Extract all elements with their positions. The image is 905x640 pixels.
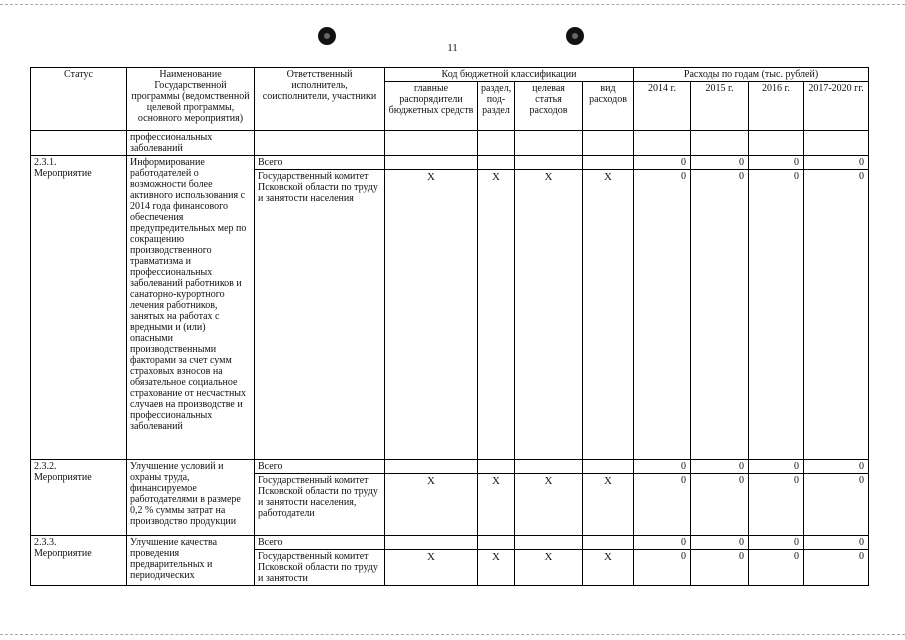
header-responsible: Ответственный исполнитель, соисполнители, участники	[255, 68, 385, 131]
cell-value: 0	[691, 474, 749, 536]
cell-value: 0	[749, 550, 804, 586]
cell-x: X	[478, 474, 515, 536]
cell-value: 0	[804, 170, 869, 460]
cell-value: 0	[804, 550, 869, 586]
cell-value: 0	[804, 460, 869, 474]
cell-value: 0	[691, 156, 749, 170]
header-status: Статус	[31, 68, 127, 131]
row-total-label: Всего	[255, 536, 385, 550]
row-executor: Государственный комитет Псковской области по труду и занятости	[255, 550, 385, 586]
cell-x: X	[515, 550, 583, 586]
cell-x: X	[478, 550, 515, 586]
row-status: 2.3.1. Мероприятие	[31, 156, 127, 460]
cell-value: 0	[749, 474, 804, 536]
row-name: Улучшение условий и охраны труда, финансируемое работодателями в размере 0,2 % суммы затрат на производство продукции	[127, 460, 255, 536]
cell-x: X	[515, 474, 583, 536]
page-number: 11	[447, 42, 458, 54]
table-row	[31, 536, 869, 550]
header-vid: вид расходов	[583, 82, 634, 131]
cell-x: X	[478, 170, 515, 460]
carry-over-row	[31, 131, 869, 156]
header-budget-code: Код бюджетной классификации	[385, 68, 634, 82]
cell-value: 0	[691, 536, 749, 550]
cell-value: 0	[634, 550, 691, 586]
cell-value: 0	[804, 474, 869, 536]
cell-x: X	[583, 474, 634, 536]
cell-value: 0	[634, 170, 691, 460]
row-executor: Государственный комитет Псковской области по труду и занятости населения	[255, 170, 385, 460]
table-row	[31, 460, 869, 474]
header-name: Наименование Государственной программы (ведомственной целевой программы, основного мероприятия)	[127, 68, 255, 131]
cell-value: 0	[749, 460, 804, 474]
header-celevaya: целевая статья расходов	[515, 82, 583, 131]
header-2014: 2014 г.	[634, 82, 691, 131]
cell-value: 0	[749, 170, 804, 460]
budget-table	[30, 67, 869, 586]
cell-value: 0	[691, 550, 749, 586]
row-name: Информирование работодателей о возможности более активного использования с 2014 года финансового обеспечения предупредительных мер по сокращению производственного травматизма и профессиональных заболеваний работников и санаторно-курортного лечения работников, занятых на работах с вредными и (или) опасными производственными факторами за счет сумм страховых взносов на обязательное социальное страхование от несчастных случаев на производстве и профессиональных заболеваний	[127, 156, 255, 460]
cell-value: 0	[634, 474, 691, 536]
cell-value: 0	[691, 460, 749, 474]
bottom-scan-edge	[0, 634, 905, 635]
cell-value: 0	[634, 156, 691, 170]
cell-value: 0	[749, 536, 804, 550]
table-row	[31, 156, 869, 170]
row-executor: Государственный комитет Псковской области по труду и занятости населения, работодатели	[255, 474, 385, 536]
cell-value: 0	[804, 156, 869, 170]
row-status: 2.3.2. Мероприятие	[31, 460, 127, 536]
cell-x: X	[385, 170, 478, 460]
cell-value: 0	[634, 460, 691, 474]
header-razdel: раздел, под-раздел	[478, 82, 515, 131]
row-status: 2.3.3. Мероприятие	[31, 536, 127, 586]
header-2015: 2015 г.	[691, 82, 749, 131]
row-name: Улучшение качества проведения предварительных и периодических	[127, 536, 255, 586]
cell-x: X	[385, 550, 478, 586]
top-scan-edge	[0, 4, 905, 5]
cell-x: X	[583, 170, 634, 460]
header-2016: 2016 г.	[749, 82, 804, 131]
header-2017-2020: 2017-2020 гг.	[804, 82, 869, 131]
cell-x: X	[385, 474, 478, 536]
cell-value: 0	[804, 536, 869, 550]
cell-x: X	[583, 550, 634, 586]
row-total-label: Всего	[255, 460, 385, 474]
cell-x: X	[515, 170, 583, 460]
header-expenses: Расходы по годам (тыс. рублей)	[634, 68, 869, 82]
cell-value: 0	[691, 170, 749, 460]
header-glavnye: главные распорядители бюджетных средств	[385, 82, 478, 131]
cell-value: 0	[634, 536, 691, 550]
carry-over-text: профессиональных заболеваний	[127, 131, 255, 156]
row-total-label: Всего	[255, 156, 385, 170]
cell-value: 0	[749, 156, 804, 170]
